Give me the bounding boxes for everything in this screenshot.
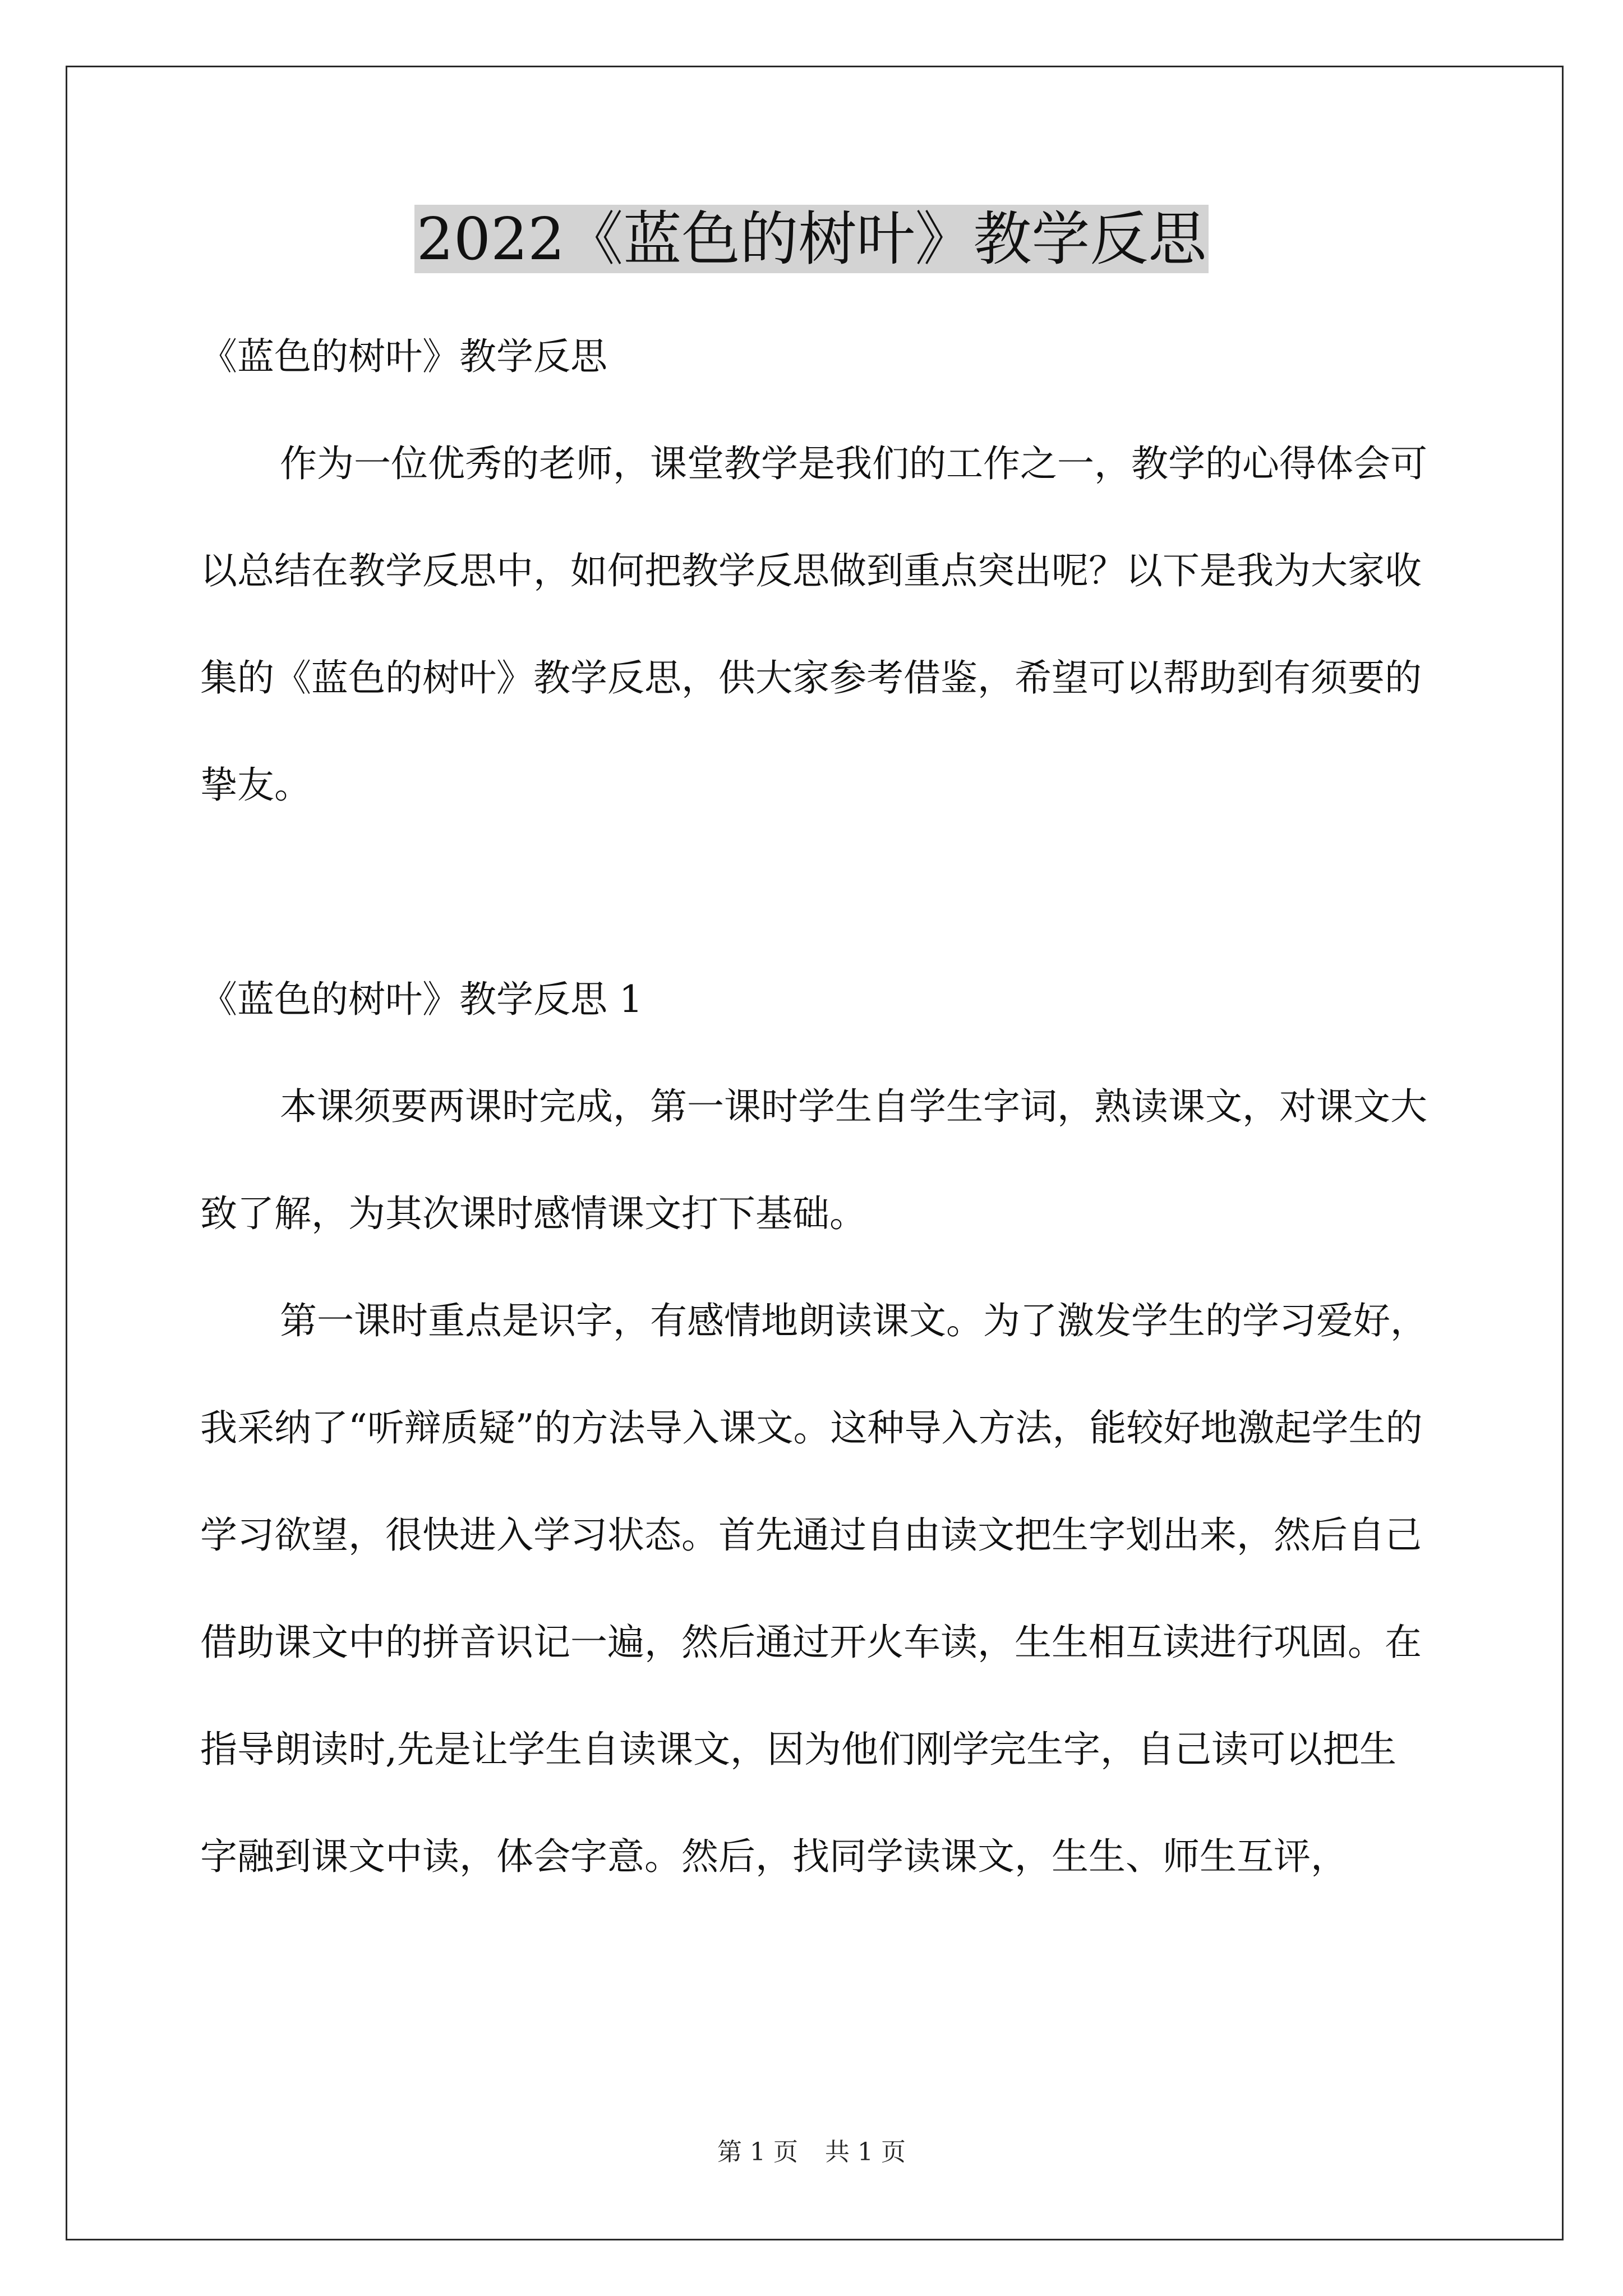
body-paragraph: 第一课时重点是识字，有感情地朗读课文。为了激发学生的学习爱好，我采纳了“听辩质疑”的方法导入课文。这种导入方法，能较好地激起学生的学习欲望，很快进入学习状态。首先通过自由读文把生字划出来，然后自己借助课文中的拼音识记一遍，然后通过开火车读，生生相互读进行巩固。在指导朗读时,先是让学生自读课文，因为他们刚学完生字，自己读可以把生字融到课文中读，体会字意。然后，找同学读课文，生生、师生互评， [200, 1299, 1427, 1878]
intro-paragraph: 作为一位优秀的老师，课堂教学是我们的工作之一，教学的心得体会可以总结在教学反思中，如何把教学反思做到重点突出呢？以下是我为大家收集的《蓝色的树叶》教学反思，供大家参考借鉴，希望可以帮助到有须要的挚友。 [200, 442, 1427, 807]
title-text: 2022《蓝色的树叶》教学反思 [414, 205, 1209, 273]
page-footer [0, 2132, 1623, 2168]
page-number: 第 1 页 [717, 2138, 798, 2166]
section-heading-1: 《蓝色的树叶》教学反思 1 [200, 978, 643, 1021]
paragraph-spacer [200, 839, 1428, 946]
body-paragraph: 本课须要两课时完成，第一课时学生自学生字词，熟读课文，对课文大致了解，为其次课时感情课文打下基础。 [200, 1085, 1427, 1235]
page-total: 共 1 页 [825, 2138, 906, 2166]
document-body [200, 303, 1428, 1910]
document-title [0, 200, 1623, 278]
section-heading: 《蓝色的树叶》教学反思 [200, 335, 607, 378]
